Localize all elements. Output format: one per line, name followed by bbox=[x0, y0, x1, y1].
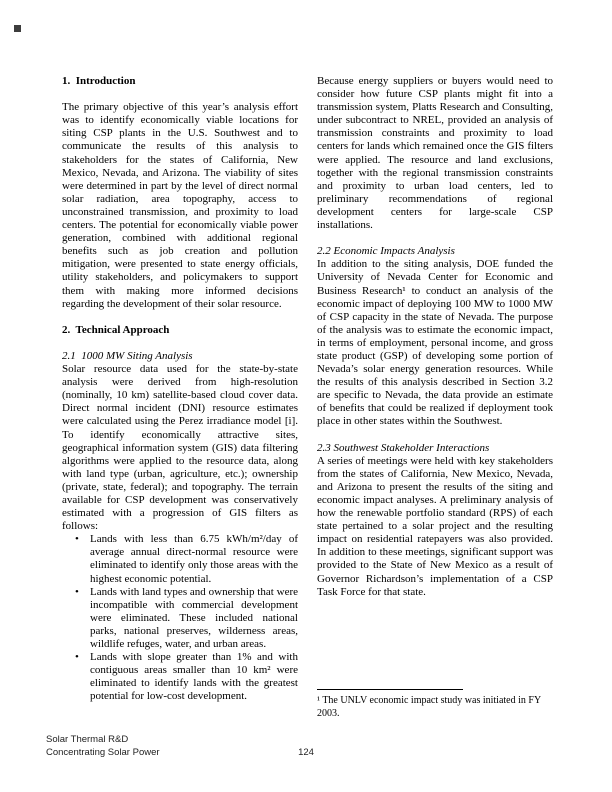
subheading-stakeholder-interactions: 2.3 Southwest Stakeholder Interactions bbox=[317, 441, 490, 454]
subheading-siting-analysis: 2.1 1000 MW Siting Analysis bbox=[62, 349, 193, 362]
footer-line-report-title: Solar Thermal R&D bbox=[46, 734, 129, 745]
page-number: 124 bbox=[298, 746, 314, 758]
intro-paragraph: The primary objective of this year’s analysis effort was to identify economically viable locations for siting CSP plants in the U.S. Southwest and to communicate the results of this analysis to stakeholders for the states of California, New Mexico, Nevada, and Arizona. The viability of sites were determined in part by the level of direct normal solar radiation, area topography, access to unconstrained transmission, and proximity to load centers. The potential for economically viable power generation, combined with additional regional benefits such as job creation and pollution mitigation, were presented to state energy officials, utility stakeholders, and policymakers to support them with making more informed decisions regarding the development of their solar resource. bbox=[62, 101, 298, 310]
economic-paragraph: In addition to the siting analysis, DOE funded the University of Nevada Center for Economic and Business Research¹ to conduct an analysis of the economic impact of deploying 100 MW to 1000 MW of CSP capacity in the state of Nevada. The purpose of the analysis was to estimate the economic impact, in terms of employment, personal income, and gross state product (GSP) of developing some portion of Nevada’s solar energy generation resources. While the results of this analysis described in Section 3.2 are specific to Nevada, the data provide an estimate of benefits that could be realized if deployment took place in other states within the Southwest. bbox=[317, 258, 553, 428]
footnote-divider bbox=[317, 689, 463, 690]
subheading-economic-impacts: 2.2 Economic Impacts Analysis bbox=[317, 245, 455, 258]
scan-corner-mark bbox=[14, 25, 21, 32]
heading-introduction: 1. Introduction bbox=[62, 75, 136, 87]
list-item: • Lands with land types and ownership that were incompatible with commercial development were eliminated. These included national parks, national preserves, wilderness areas, wildlife refuges, water, and urban areas. bbox=[62, 586, 298, 651]
list-item: • Lands with less than 6.75 kWh/m²/day of average annual direct-normal resource were eliminated to identify only those areas with the highest economic potential. bbox=[62, 533, 298, 585]
left-column bbox=[62, 75, 298, 704]
transmission-paragraph: Because energy suppliers or buyers would need to consider how future CSP plants might fit into a transmission system, Platts Research and Consulting, under subcontract to NREL, provided an analysis of transmission constraints and proximity to load centers for lands which remained once the GIS filters were applied. The resource and land exclusions, together with the regional transmission constraints and proximity to urban load centers, led to preliminary recommendations of regional development centers for large-scale CSP installations. bbox=[317, 75, 553, 232]
gis-filter-list bbox=[62, 533, 298, 703]
list-item: • Lands with slope greater than 1% and with contiguous areas smaller than 10 km² were eliminated to identify lands with the greatest potential for low-cost development. bbox=[62, 651, 298, 703]
right-column bbox=[317, 75, 553, 599]
stakeholder-paragraph: A series of meetings were held with key stakeholders from the states of California, New Mexico, Nevada, and Arizona to present the results of the siting and economic impact analyses. A preliminary analysis of how the renewable portfolio standard (RPS) of each state pertained to a solar project and the resulting impact on residential ratepayers was also provided. In addition to these meetings, significant support was provided to the State of New Mexico as a result of Governor Richardson’s implementation of a CSP Task Force for that state. bbox=[317, 454, 553, 598]
siting-paragraph: Solar resource data used for the state-by-state analysis were derived from high-resolution (nominally, 10 km) satellite-based cloud cover data. Direct normal incident (DNI) resource estimates were calculated using the Perez irradiance model [i]. To identify economically attractive sites, geographical information system (GIS) data filtering algorithms were applied to the resource data, along with land type (urban, agriculture, etc.); ownership (private, state, federal); and topography. The terrain available for CSP development was conservatively estimated with a progression of GIS filters as follows: bbox=[62, 363, 298, 533]
heading-technical-approach: 2. Technical Approach bbox=[62, 323, 170, 336]
footer-line-program-title: Concentrating Solar Power bbox=[46, 746, 160, 758]
footnote-text: ¹ The UNLV economic impact study was initiated in FY 2003. bbox=[317, 695, 541, 719]
